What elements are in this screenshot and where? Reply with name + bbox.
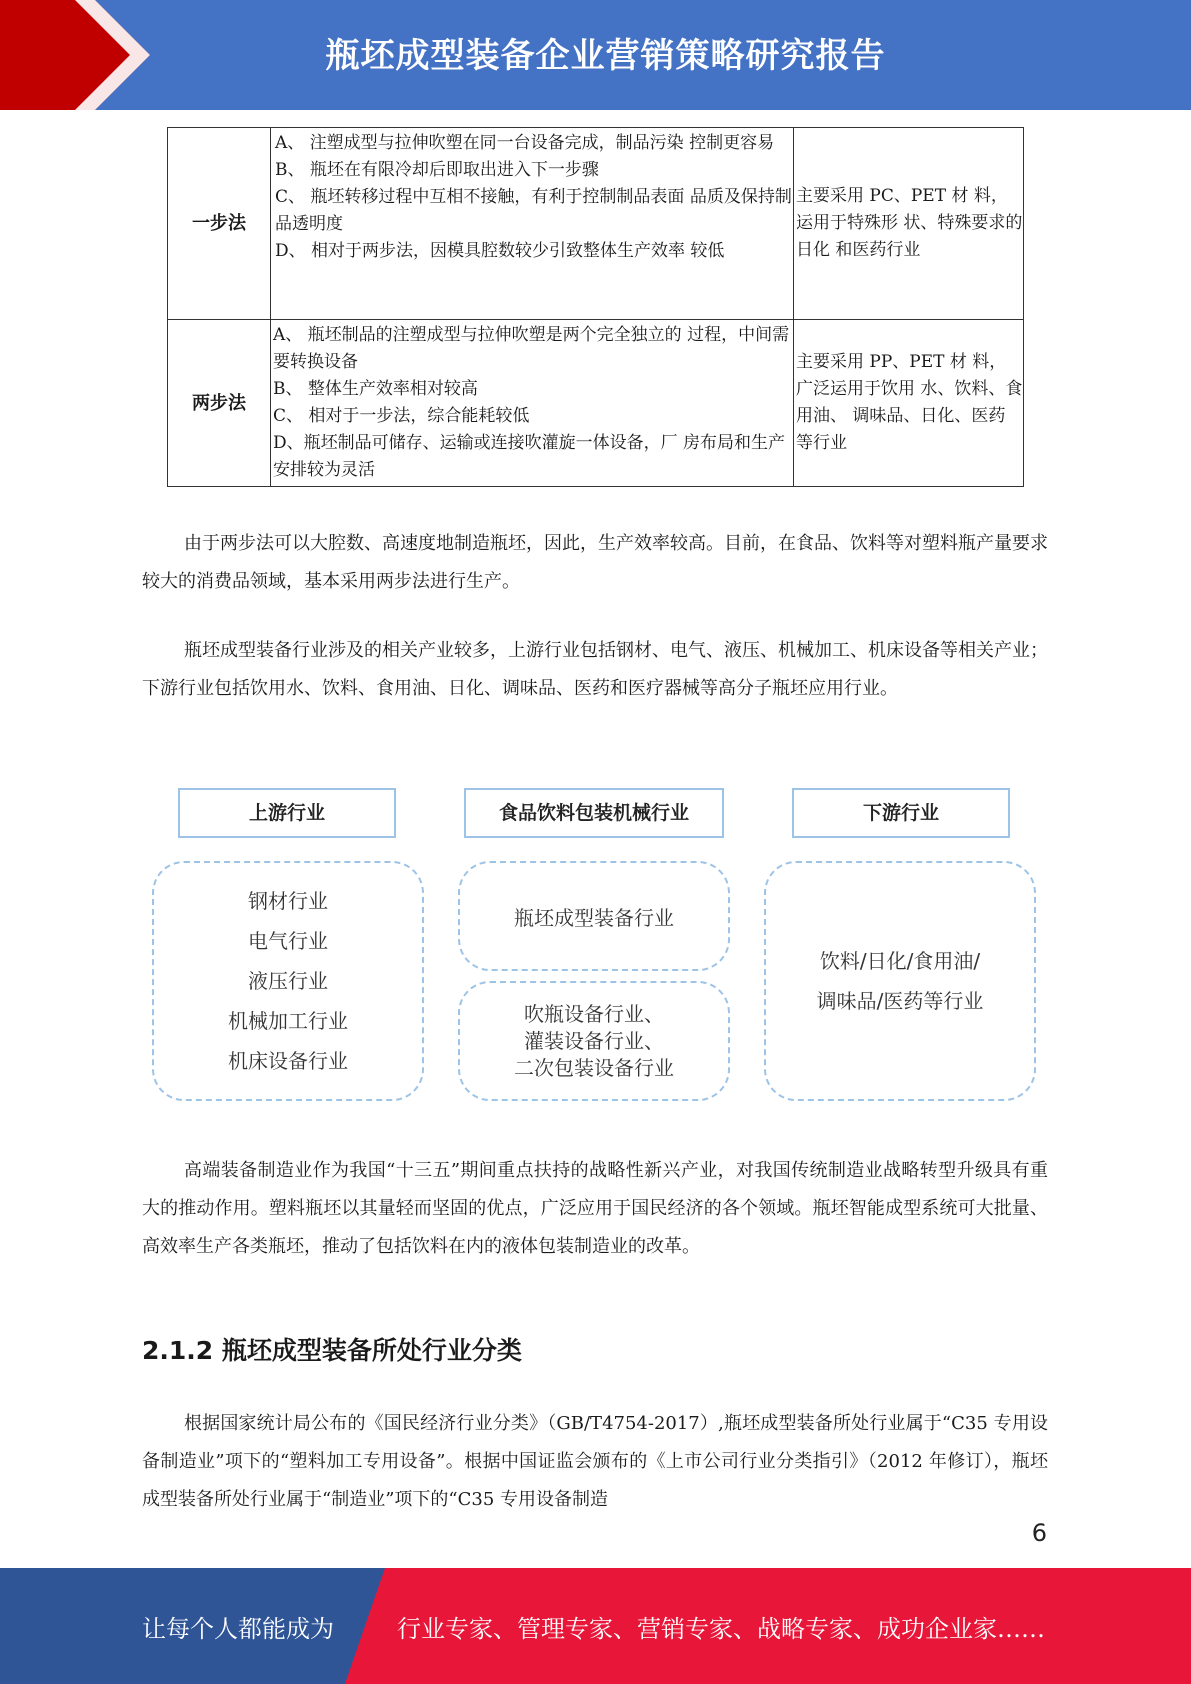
method-usage: 主要采用 PC、PET 材 料，运用于特殊形 状、特殊要求的日化 和医药行业 <box>794 128 1024 320</box>
middle-top-box <box>458 861 730 971</box>
page-number: 6 <box>1031 1519 1047 1547</box>
downstream-title: 下游行业 <box>792 788 1010 838</box>
middle-bottom-item: 灌装设备行业、 <box>524 1028 664 1053</box>
report-title: 瓶坯成型装备企业营销策略研究报告 <box>325 36 886 76</box>
body-paragraph: 根据国家统计局公布的《国民经济行业分类》（GB/T4754-2017）,瓶坯成型装备所处行业属于“C35 专用设备制造业”项下的“塑料加工专用设备”。根据中国证监会颁布的《上市公司行业分类指引》（2012 年修订），瓶坯成型装备所处行业属于“制造业”项下的“C35 专用设备制造 <box>142 1413 1048 1510</box>
feature-item: B、 整体生产效率相对较高 <box>273 379 478 399</box>
middle-bottom-box <box>458 981 730 1101</box>
upstream-item: 钢材行业 <box>248 889 328 913</box>
table-row <box>168 128 1024 320</box>
upstream-title: 上游行业 <box>178 788 396 838</box>
table-row <box>168 320 1024 487</box>
middle-bottom-item: 二次包装设备行业 <box>514 1055 674 1080</box>
upstream-item: 电气行业 <box>248 929 328 953</box>
body-paragraph: 高端装备制造业作为我国“十三五”期间重点扶持的战略性新兴产业，对我国传统制造业战略转型升级具有重大的推动作用。塑料瓶坯以其量轻而坚固的优点，广泛应用于国民经济的各个领域。瓶坯智能成型系统可大批量、高效率生产各类瓶坯，推动了包括饮料在内的液体包装制造业的改革。 <box>142 1160 1048 1257</box>
page-header <box>0 0 1191 110</box>
method-name: 两步法 <box>168 320 271 487</box>
body-paragraph: 由于两步法可以大腔数、高速度地制造瓶坯，因此，生产效率较高。目前，在食品、饮料等对塑料瓶产量要求较大的消费品领域，基本采用两步法进行生产。 <box>142 533 1048 592</box>
body-paragraph: 瓶坯成型装备行业涉及的相关产业较多，上游行业包括钢材、电气、液压、机械加工、机床设备等相关产业；下游行业包括饮用水、饮料、食用油、日化、调味品、医药和医疗器械等高分子瓶坯应用行业。 <box>142 640 1048 699</box>
upstream-item: 液压行业 <box>248 969 328 993</box>
method-name: 一步法 <box>168 128 271 320</box>
upstream-item: 机械加工行业 <box>228 1009 348 1033</box>
method-features <box>271 320 794 487</box>
feature-item: A、 注塑成型与拉伸吹塑在同一台设备完成，制品污染 控制更容易 <box>275 132 775 153</box>
upstream-box <box>152 861 424 1101</box>
middle-bottom-item: 吹瓶设备行业、 <box>524 1001 664 1026</box>
middle-title: 食品饮料包装机械行业 <box>464 788 724 838</box>
upstream-item: 机床设备行业 <box>228 1049 348 1073</box>
feature-item: D、 相对于两步法，因模具腔数较少引致整体生产效率 较低 <box>275 240 725 261</box>
method-comparison-table <box>167 127 1024 487</box>
middle-top-item: 瓶坯成型装备行业 <box>514 905 674 930</box>
downstream-item: 饮料/日化/食用油/ <box>819 949 981 973</box>
feature-item: C、 瓶坯转移过程中互相不接触，有利于控制制品表面 品质及保持制品透明度 <box>275 186 792 234</box>
feature-item: D、瓶坯制品可储存、运输或连接吹灌旋一体设备，厂 房布局和生产安排较为灵活 <box>273 433 786 480</box>
footer-slogan-left: 让每个人都能成为 <box>142 1615 334 1643</box>
footer-slogan-right: 行业专家、管理专家、营销专家、战略专家、成功企业家…… <box>397 1615 1045 1643</box>
downstream-item: 调味品/医药等行业 <box>816 989 984 1013</box>
section-heading: 2.1.2 瓶坯成型装备所处行业分类 <box>142 1336 522 1365</box>
feature-item: B、 瓶坯在有限冷却后即取出进入下一步骤 <box>275 159 599 180</box>
page-footer <box>0 1568 1191 1684</box>
feature-item: A、 瓶坯制品的注塑成型与拉伸吹塑是两个完全独立的 过程，中间需要转换设备 <box>273 325 790 372</box>
method-features <box>271 128 794 320</box>
industry-chain-diagram <box>140 783 1050 1103</box>
method-usage: 主要采用 PP、PET 材 料，广泛运用于饮用 水、饮料、食用油、 调味品、日化、医药 等行业 <box>794 320 1024 487</box>
downstream-box <box>764 861 1036 1101</box>
feature-item: C、 相对于一步法，综合能耗较低 <box>273 406 530 426</box>
